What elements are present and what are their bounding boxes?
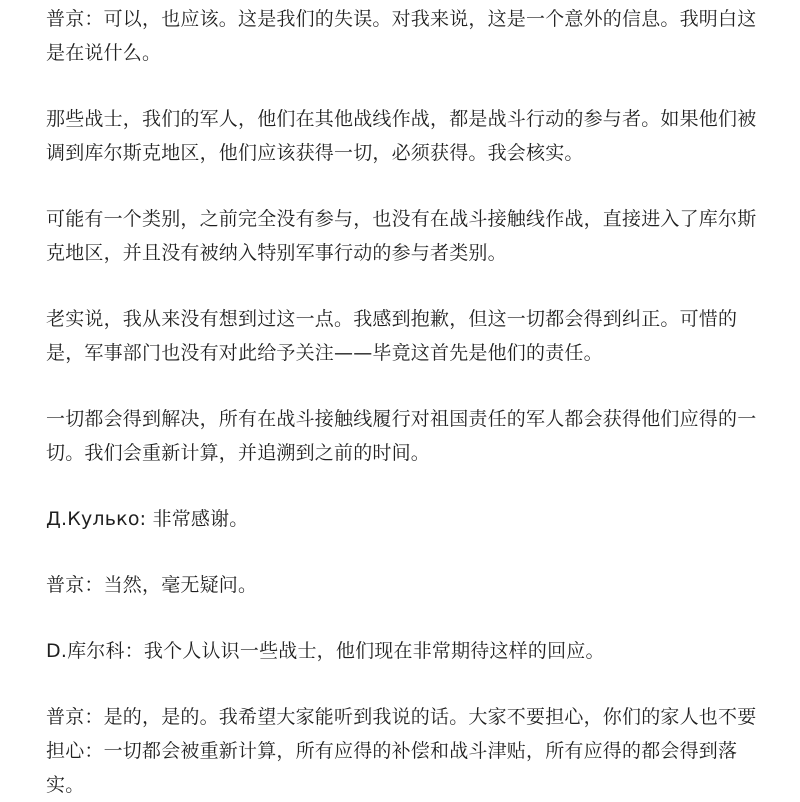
paragraph-soldiers-other-fronts: 那些战士，我们的军人，他们在其他战线作战，都是战斗行动的参与者。如果他们被调到库尔斯克地区，他们应该获得一切，必须获得。我会核实。 xyxy=(46,108,757,164)
paragraph-putin-of-course: 普京：当然，毫无疑问。 xyxy=(46,574,258,596)
paragraph-apology: 老实说，我从来没有想到过这一点。我感到抱歉，但这一切都会得到纠正。可惜的是，军事部门也没有对此给予关注——毕竟这首先是他们的责任。 xyxy=(46,308,738,364)
paragraph-putin-final: 普京：是的，是的。我希望大家能听到我说的话。大家不要担心，你们的家人也不要担心：一切都会被重新计算，所有应得的补偿和战斗津贴，所有应得的都会得到落实。 xyxy=(46,706,757,796)
paragraph-resolution: 一切都会得到解决，所有在战斗接触线履行对祖国责任的军人都会获得他们应得的一切。我们会重新计算，并追溯到之前的时间。 xyxy=(46,408,757,464)
paragraph-kulko-thanks: Д.Кулько: 非常感谢。 xyxy=(46,508,249,530)
paragraph-putin-reply-1: 普京：可以，也应该。这是我们的失误。对我来说，这是一个意外的信息。我明白这是在说什么。 xyxy=(46,8,757,64)
paragraph-kulko-soldiers: D.库尔科：我个人认识一些战士，他们现在非常期待这样的回应。 xyxy=(46,640,605,662)
paragraph-category-kursk: 可能有一个类别，之前完全没有参与，也没有在战斗接触线作战，直接进入了库尔斯克地区，并且没有被纳入特别军事行动的参与者类别。 xyxy=(46,208,757,264)
article-body xyxy=(46,2,758,802)
